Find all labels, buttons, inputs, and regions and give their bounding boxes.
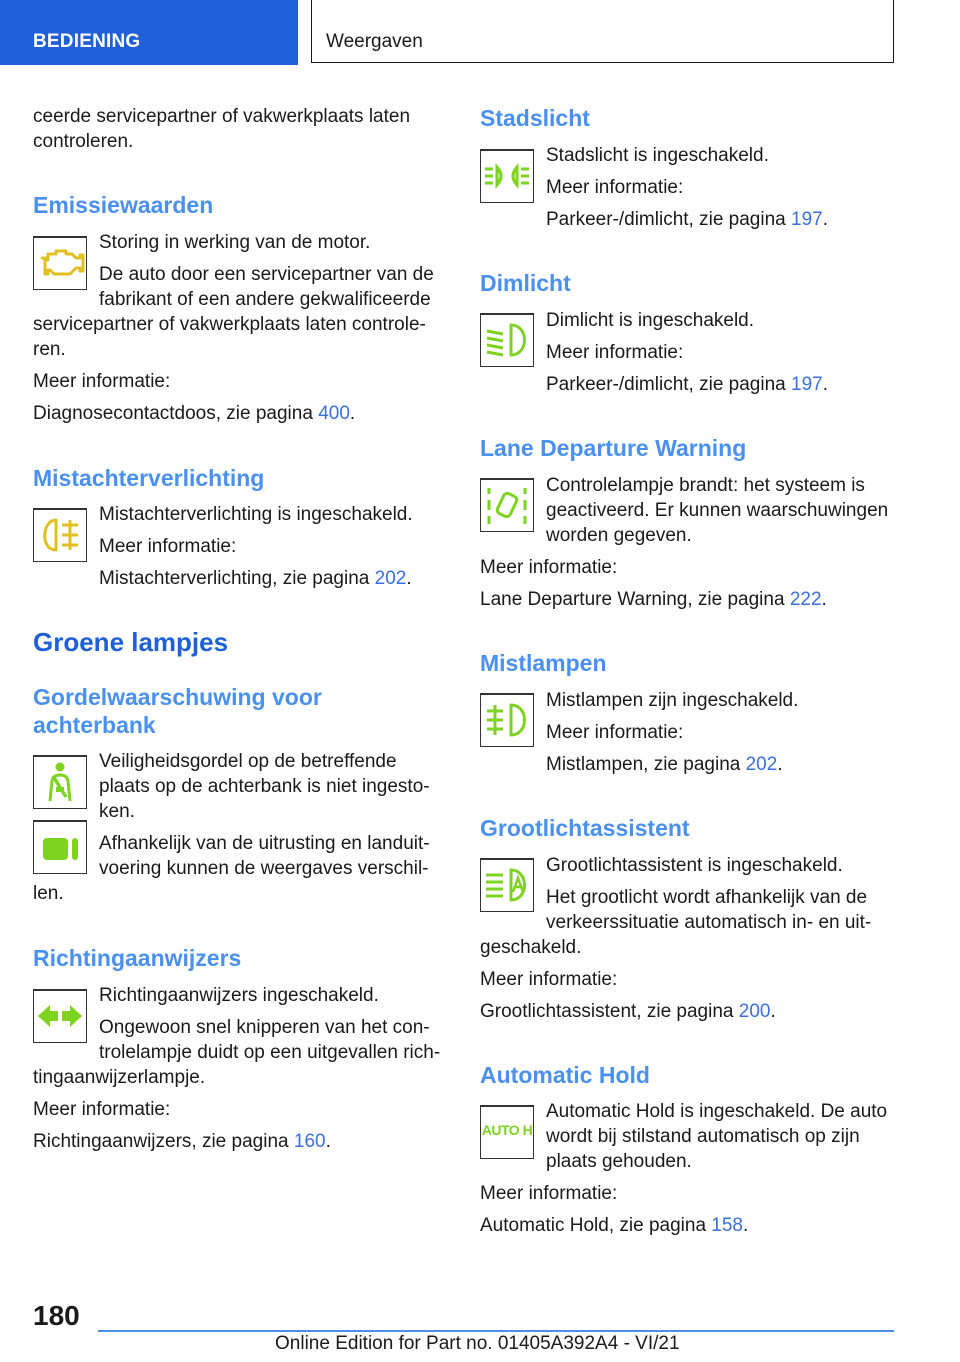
page-link[interactable]: 197 <box>791 209 823 230</box>
text-line: trolelampje duidt op een uitgevallen rich- <box>99 1042 441 1063</box>
heading-emissiewaarden: Emissiewaarden <box>33 192 214 218</box>
text-line: Stadslicht is ingeschakeld. <box>546 145 769 166</box>
text-line: servicepartner of vakwerkplaats laten controle- <box>33 314 426 335</box>
lane-departure-icon <box>480 478 534 532</box>
more-info-label: Meer informatie: <box>546 342 684 363</box>
text-line: Controlelampje brandt: het systeem is <box>546 475 865 496</box>
low-beam-icon <box>480 313 534 367</box>
more-info-label: Meer informatie: <box>480 1183 618 1204</box>
page-link[interactable]: 158 <box>711 1215 743 1236</box>
heading-automatic-hold: Automatic Hold <box>480 1062 650 1088</box>
section-tab <box>0 0 298 65</box>
text-line: Storing in werking van de motor. <box>99 232 371 253</box>
turn-signal-icon <box>33 989 87 1043</box>
text-line: Ongewoon snel knipperen van het con- <box>99 1017 430 1038</box>
more-info-label: Meer informatie: <box>33 1099 171 1120</box>
more-info-label: Meer informatie: <box>33 371 171 392</box>
page-reference: Mistachterverlichting, zie pagina 202. <box>99 568 412 589</box>
page-number: 180 <box>33 1300 80 1331</box>
chapter-title: Weergaven <box>326 31 423 52</box>
more-info-label: Meer informatie: <box>480 557 618 578</box>
text-line: worden gegeven. <box>546 525 692 546</box>
section-title: BEDIENING <box>33 31 141 52</box>
text-line: De auto door een servicepartner van de <box>99 264 434 285</box>
front-fog-light-icon <box>480 693 534 747</box>
text-line: len. <box>33 883 64 904</box>
heading-mistlampen: Mistlampen <box>480 650 607 676</box>
parking-light-icon <box>480 149 534 203</box>
high-beam-assist-icon <box>480 858 534 912</box>
chapter-tab <box>311 0 894 63</box>
page-link[interactable]: 400 <box>318 403 350 424</box>
page-link[interactable]: 222 <box>789 589 822 610</box>
text-line: geactiveerd. Er kunnen waarschuwingen <box>546 500 889 521</box>
heading-richtingaanwijzers: Richtingaanwijzers <box>33 945 242 971</box>
heading-dimlicht: Dimlicht <box>480 270 571 296</box>
text-line: Richtingaanwijzers ingeschakeld. <box>99 985 379 1006</box>
text-line: Afhankelijk van de uitrusting en landuit- <box>99 833 430 854</box>
text-line: plaats op de achterbank is niet ingesto- <box>99 776 430 797</box>
auto-hold-icon <box>480 1105 534 1159</box>
page-link[interactable]: 202 <box>374 568 407 589</box>
text-line: geschakeld. <box>480 937 582 958</box>
text-line: ren. <box>33 339 66 360</box>
text-line: Het grootlicht wordt afhankelijk van de <box>546 887 868 908</box>
heading-gordelwaarschuwing: Gordelwaarschuwing voor <box>33 684 322 710</box>
engine-warning-icon <box>33 236 87 290</box>
text-line: tingaanwijzerlampje. <box>33 1067 206 1088</box>
heading-stadslicht: Stadslicht <box>480 105 590 131</box>
page-link[interactable]: 197 <box>791 374 823 395</box>
auto-hold-icon-label: AUTO H <box>481 1122 533 1138</box>
heading-gordelwaarschuwing-2: achterbank <box>33 712 156 738</box>
heading-lane-departure-warning: Lane Departure Warning <box>480 435 747 461</box>
page-reference: Lane Departure Warning, zie pagina 222. <box>480 589 827 610</box>
page-link[interactable]: 160 <box>293 1131 326 1152</box>
text-line: fabrikant of een andere gekwalificeerde <box>99 289 431 310</box>
page-reference: Parkeer-/dimlicht, zie pagina 197. <box>546 374 828 395</box>
text-line: Dimlicht is ingeschakeld. <box>546 310 755 331</box>
page-link[interactable]: 200 <box>738 1001 771 1022</box>
text-line: verkeerssituatie automatisch in- en uit- <box>546 912 872 933</box>
page-reference: Parkeer-/dimlicht, zie pagina 197. <box>546 209 828 230</box>
seatbelt-icon <box>33 755 87 809</box>
text-line: Automatic Hold is ingeschakeld. De auto <box>546 1101 888 1122</box>
text-line: wordt bij stilstand automatisch op zijn <box>546 1126 860 1147</box>
text-line: Mistachterverlichting is ingeschakeld. <box>99 504 413 525</box>
text-line: Mistlampen zijn ingeschakeld. <box>546 690 799 711</box>
page-reference: Automatic Hold, zie pagina 158. <box>480 1215 749 1236</box>
footer-divider <box>98 1330 894 1332</box>
rear-fog-light-icon <box>33 508 87 562</box>
page-reference: Grootlichtassistent, zie pagina 200. <box>480 1001 776 1022</box>
text-line: plaats gehouden. <box>546 1151 692 1172</box>
text-line: ken. <box>99 801 135 822</box>
heading-grootlichtassistent: Grootlichtassistent <box>480 815 690 841</box>
page-reference: Diagnosecontactdoos, zie pagina 400. <box>33 403 356 424</box>
more-info-label: Meer informatie: <box>99 536 237 557</box>
text-line: voering kunnen de weergaves verschil- <box>99 858 429 879</box>
intro-line: controleren. <box>33 131 134 152</box>
more-info-label: Meer informatie: <box>480 969 618 990</box>
rear-seat-icon <box>33 820 87 874</box>
intro-line: ceerde servicepartner of vakwerkplaats laten <box>33 106 411 127</box>
heading-mistachterverlichting: Mistachterverlichting <box>33 465 265 491</box>
more-info-label: Meer informatie: <box>546 722 684 743</box>
text-line: Grootlichtassistent is ingeschakeld. <box>546 855 843 876</box>
text-line: Veiligheidsgordel op de betreffende <box>99 751 397 772</box>
more-info-label: Meer informatie: <box>546 177 684 198</box>
edition-label: Online Edition for Part no. 01405A392A4 - VI/21 <box>275 1333 680 1354</box>
page-link[interactable]: 202 <box>745 754 778 775</box>
page-reference: Richtingaanwijzers, zie pagina 160. <box>33 1131 331 1152</box>
page-reference: Mistlampen, zie pagina 202. <box>546 754 783 775</box>
heading-groene-lampjes: Groene lampjes <box>33 627 229 657</box>
